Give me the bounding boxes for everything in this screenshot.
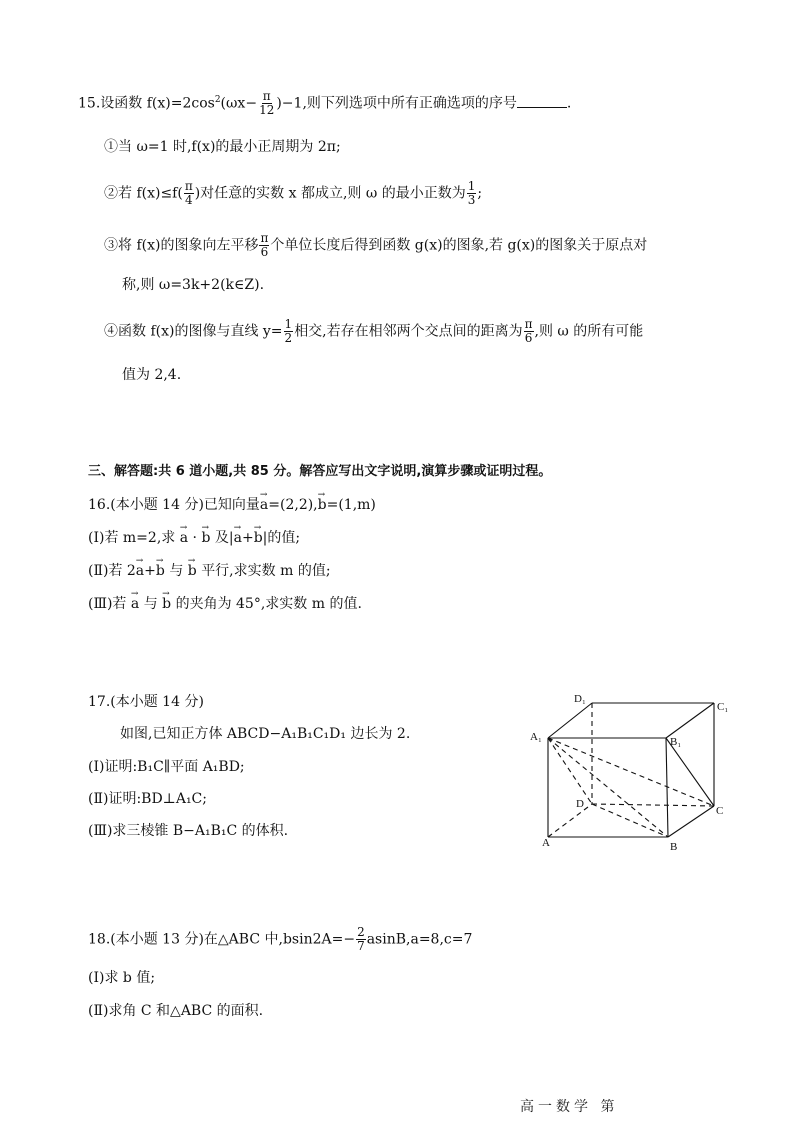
q17-part-3: (Ⅲ)求三棱锥 B−A₁B₁C 的体积. bbox=[88, 823, 289, 839]
edge-B1-C1 bbox=[666, 703, 714, 738]
q17-heading: 17.(本小题 14 分) bbox=[88, 694, 204, 710]
q16-part-1: (Ⅰ)若 m=2,求 → a · → b 及|→ a+→ b|的值; bbox=[88, 528, 300, 548]
label-A1: A₁ bbox=[530, 731, 542, 743]
q15-option-1: ①当 ω=1 时,f(x)的最小正周期为 2π; bbox=[104, 139, 341, 155]
q15-option-3-cont: 称,则 ω=3k+2(k∈Z). bbox=[122, 277, 265, 293]
q15-option-3: ③将 f(x)的图象向左平移 $\frac{\pi}{6}$ 个单位长度后得到函数 g(x)的图象,若 g(x)的图象关于原点对 bbox=[104, 231, 648, 259]
pi-over-4: $\frac{\pi}{4}$ bbox=[184, 179, 193, 207]
segment-B-D bbox=[592, 804, 668, 837]
q15-option-4-cont: 值为 2,4. bbox=[122, 367, 182, 383]
label-A: A bbox=[542, 837, 550, 849]
answer-blank[interactable] bbox=[517, 93, 567, 108]
label-B1: B₁ bbox=[670, 736, 682, 748]
two-sevenths: $\frac{2}{7}$ bbox=[357, 925, 365, 953]
segment-A1-B bbox=[548, 738, 668, 837]
q16-part-3: (Ⅲ)若 → a 与 → b 的夹角为 45°,求实数 m 的值. bbox=[88, 594, 362, 614]
segment-A1-D bbox=[548, 738, 592, 804]
one-half: $\frac{1}{2}$ bbox=[284, 317, 293, 345]
q15-option-2: ②若 f(x)≤f( $\frac{\pi}{4}$ )对任意的实数 x 都成立,则 ω 的最小正数为 $\frac{1}{3}$ ; bbox=[104, 179, 483, 207]
q16-stem: 16.(本小题 14 分)已知向量→ a=(2,2),→ b=(1,m) bbox=[88, 495, 376, 515]
edge-A1-D1 bbox=[548, 703, 592, 738]
label-B: B bbox=[670, 841, 678, 853]
q18-stem: 18.(本小题 13 分)在△ABC 中,bsin2A=− $\frac{2}{7}$ asinB,a=8,c=7 bbox=[88, 925, 473, 953]
pi-over-6-b: $\frac{\pi}{6}$ bbox=[524, 317, 533, 345]
q17-part-1: (Ⅰ)证明:B₁C∥平面 A₁BD; bbox=[88, 759, 245, 775]
segment-A1-C bbox=[548, 738, 714, 806]
edge-A-D bbox=[548, 804, 592, 837]
pi-over-12: $\frac{\pi}{12}$ bbox=[259, 89, 275, 118]
q17-intro: 如图,已知正方体 ABCD−A₁B₁C₁D₁ 边长为 2. bbox=[120, 726, 411, 742]
one-third: $\frac{1}{3}$ bbox=[467, 179, 476, 207]
label-D: D bbox=[576, 798, 584, 810]
edge-B-C bbox=[668, 806, 714, 837]
q18-part-1: (Ⅰ)求 b 值; bbox=[88, 970, 156, 986]
edge-D-C bbox=[592, 804, 714, 806]
label-C1: C₁ bbox=[717, 701, 729, 713]
q15-stem: 15.设函数 $f(x)=2\cos^2(\omega x-$ $\frac{\pi}{12}$ )−1,则下列选项中所有正确选项的序号 . bbox=[78, 89, 572, 118]
label-C: C bbox=[716, 805, 724, 817]
q15-option-4: ④函数 f(x)的图像与直线 y= $\frac{1}{2}$ 相交,若存在相邻两个交点间的距离为 $\frac{\pi}{6}$ ,则 ω 的所有可能 bbox=[104, 317, 644, 345]
q17-part-2: (Ⅱ)证明:BD⊥A₁C; bbox=[88, 791, 207, 807]
cube-diagram bbox=[530, 690, 740, 860]
section-3-heading: 三、解答题:共 6 道小题,共 85 分。解答应写出文字说明,演算步骤或证明过程。 bbox=[88, 464, 552, 479]
q18-part-2: (Ⅱ)求角 C 和△ABC 的面积. bbox=[88, 1003, 264, 1019]
q16-part-2: (Ⅱ)若 2→ a+→ b 与 → b 平行,求实数 m 的值; bbox=[88, 561, 331, 581]
pi-over-6: $\frac{\pi}{6}$ bbox=[260, 231, 269, 259]
label-D1: D₁ bbox=[574, 693, 586, 705]
page-footer: 高一数学 第 bbox=[520, 1099, 619, 1115]
